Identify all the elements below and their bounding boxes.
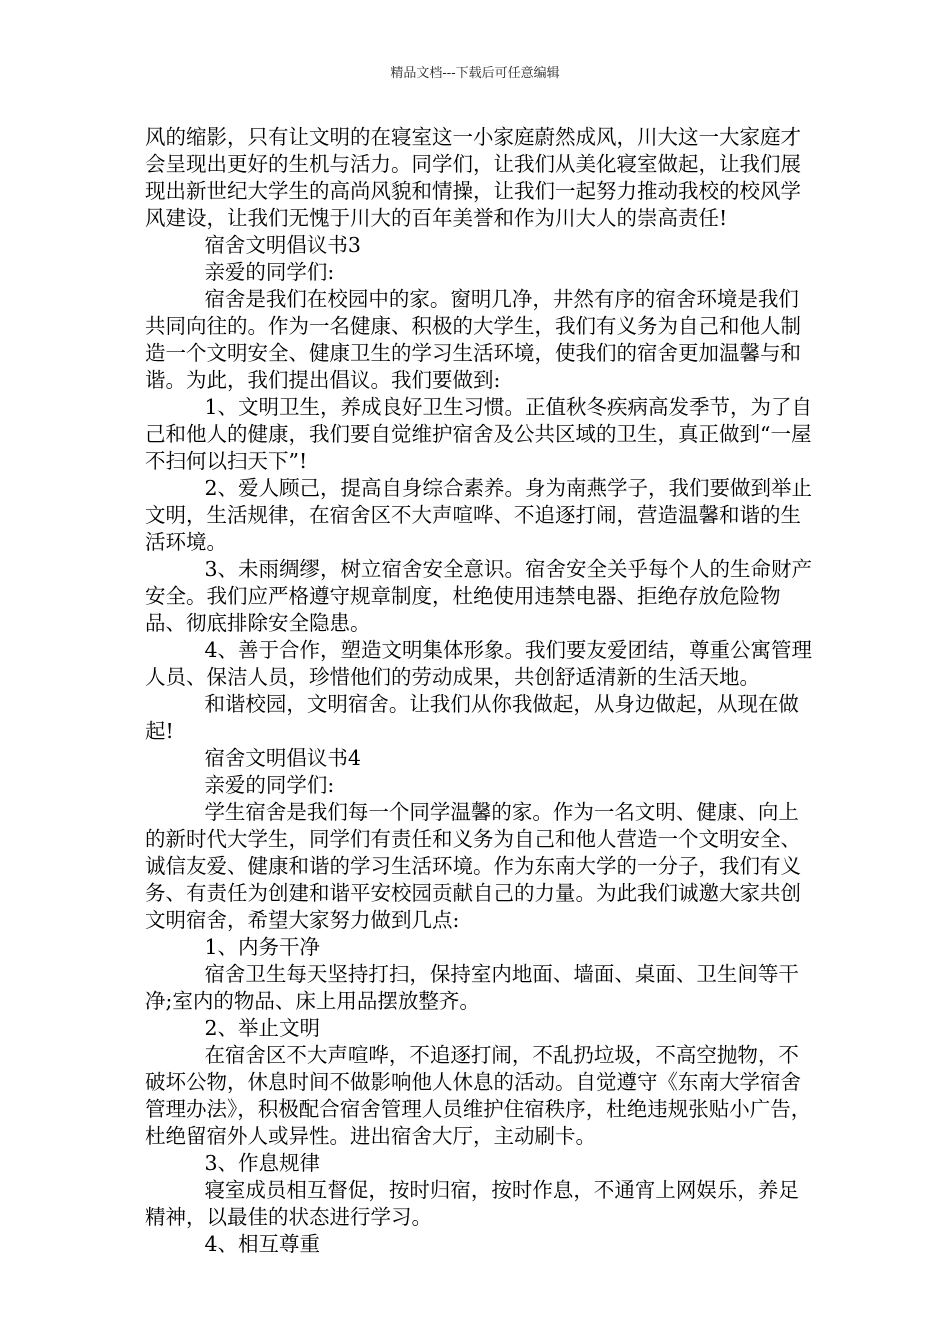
paragraph: 学生宿舍是我们每一个同学温馨的家。作为一名文明、健康、向上的新时代大学生，同学们有责任和义务为自己和他人营造一个文明安全、诚信友爱、健康和谐的学习生活环境。作为东南大学的一分子，我们有义务、有责任为创建和谐平安校园贡献自己的力量。为此我们诚邀大家共创文明宿舍，希望大家努力做到几点: [145,800,801,932]
paragraph: 风的缩影，只有让文明的在寝室这一小家庭蔚然成风，川大这一大家庭才会呈现出更好的生机与活力。同学们，让我们从美化寝室做起，让我们展现出新世纪大学生的高尚风貌和情操，让我们一起努力推动我校的校风学风建设，让我们无愧于川大的百年美誉和作为川大人的崇高责任! [145,125,801,230]
paragraph: 宿舍卫生每天坚持打扫，保持室内地面、墙面、桌面、卫生间等干净;室内的物品、床上用品摆放整齐。 [145,962,799,1013]
paragraph: 亲爱的同学们: [204,260,335,284]
paragraph: 1、文明卫生，养成良好卫生习惯。正值秋冬疾病高发季节，为了自己和他人的健康，我们要自觉维护宿舍及公共区域的卫生，真正做到“一屋不扫何以扫天下”! [145,395,812,473]
paragraph: 宿舍是我们在校园中的家。窗明几净，井然有序的宿舍环境是我们共同向往的。作为一名健康、积极的大学生，我们有义务为自己和他人制造一个文明安全、健康卫生的学习生活环境，使我们的宿舍更加温馨与和谐。为此，我们提出倡议。我们要做到: [145,287,801,392]
paragraph: 亲爱的同学们: [204,773,335,797]
paragraph: 寝室成员相互督促，按时归宿，按时作息，不通宵上网娱乐，养足精神，以最佳的状态进行学习。 [145,1178,799,1229]
paragraph: 2、举止文明 [204,1016,320,1040]
paragraph: 3、作息规律 [204,1151,320,1175]
paragraph: 1、内务干净 [204,935,320,959]
paragraph: 和谐校园，文明宿舍。让我们从你我做起，从身边做起，从现在做起! [145,692,799,743]
paragraph: 3、未雨绸缪，树立宿舍安全意识。宿舍安全关乎每个人的生命财产安全。我们应严格遵守规章制度，杜绝使用违禁电器、拒绝存放危险物品、彻底排除安全隐患。 [145,557,812,635]
paragraph: 宿舍文明倡议书4 [204,746,361,770]
paragraph: 宿舍文明倡议书3 [204,233,361,257]
paragraph: 4、相互尊重 [204,1232,320,1256]
page-header: 精品文档---下载后可任意编辑 [390,66,560,81]
paragraph: 4、善于合作，塑造文明集体形象。我们要友爱团结，尊重公寓管理人员、保洁人员，珍惜他们的劳动成果，共创舒适清新的生活天地。 [145,638,812,689]
paragraph: 2、爱人顾己，提高自身综合素养。身为南燕学子，我们要做到举止文明，生活规律，在宿舍区不大声喧哗、不追逐打闹，营造温馨和谐的生活环境。 [145,476,812,554]
document-body [145,124,815,1258]
paragraph: 在宿舍区不大声喧哗，不追逐打闹，不乱扔垃圾，不高空抛物，不破坏公物，休息时间不做影响他人休息的活动。自觉遵守《东南大学宿舍管理办法》，积极配合宿舍管理人员维护住宿秩序，杜绝违规张贴小广告，杜绝留宿外人或异性。进出宿舍大厅，主动刷卡。 [145,1043,812,1148]
